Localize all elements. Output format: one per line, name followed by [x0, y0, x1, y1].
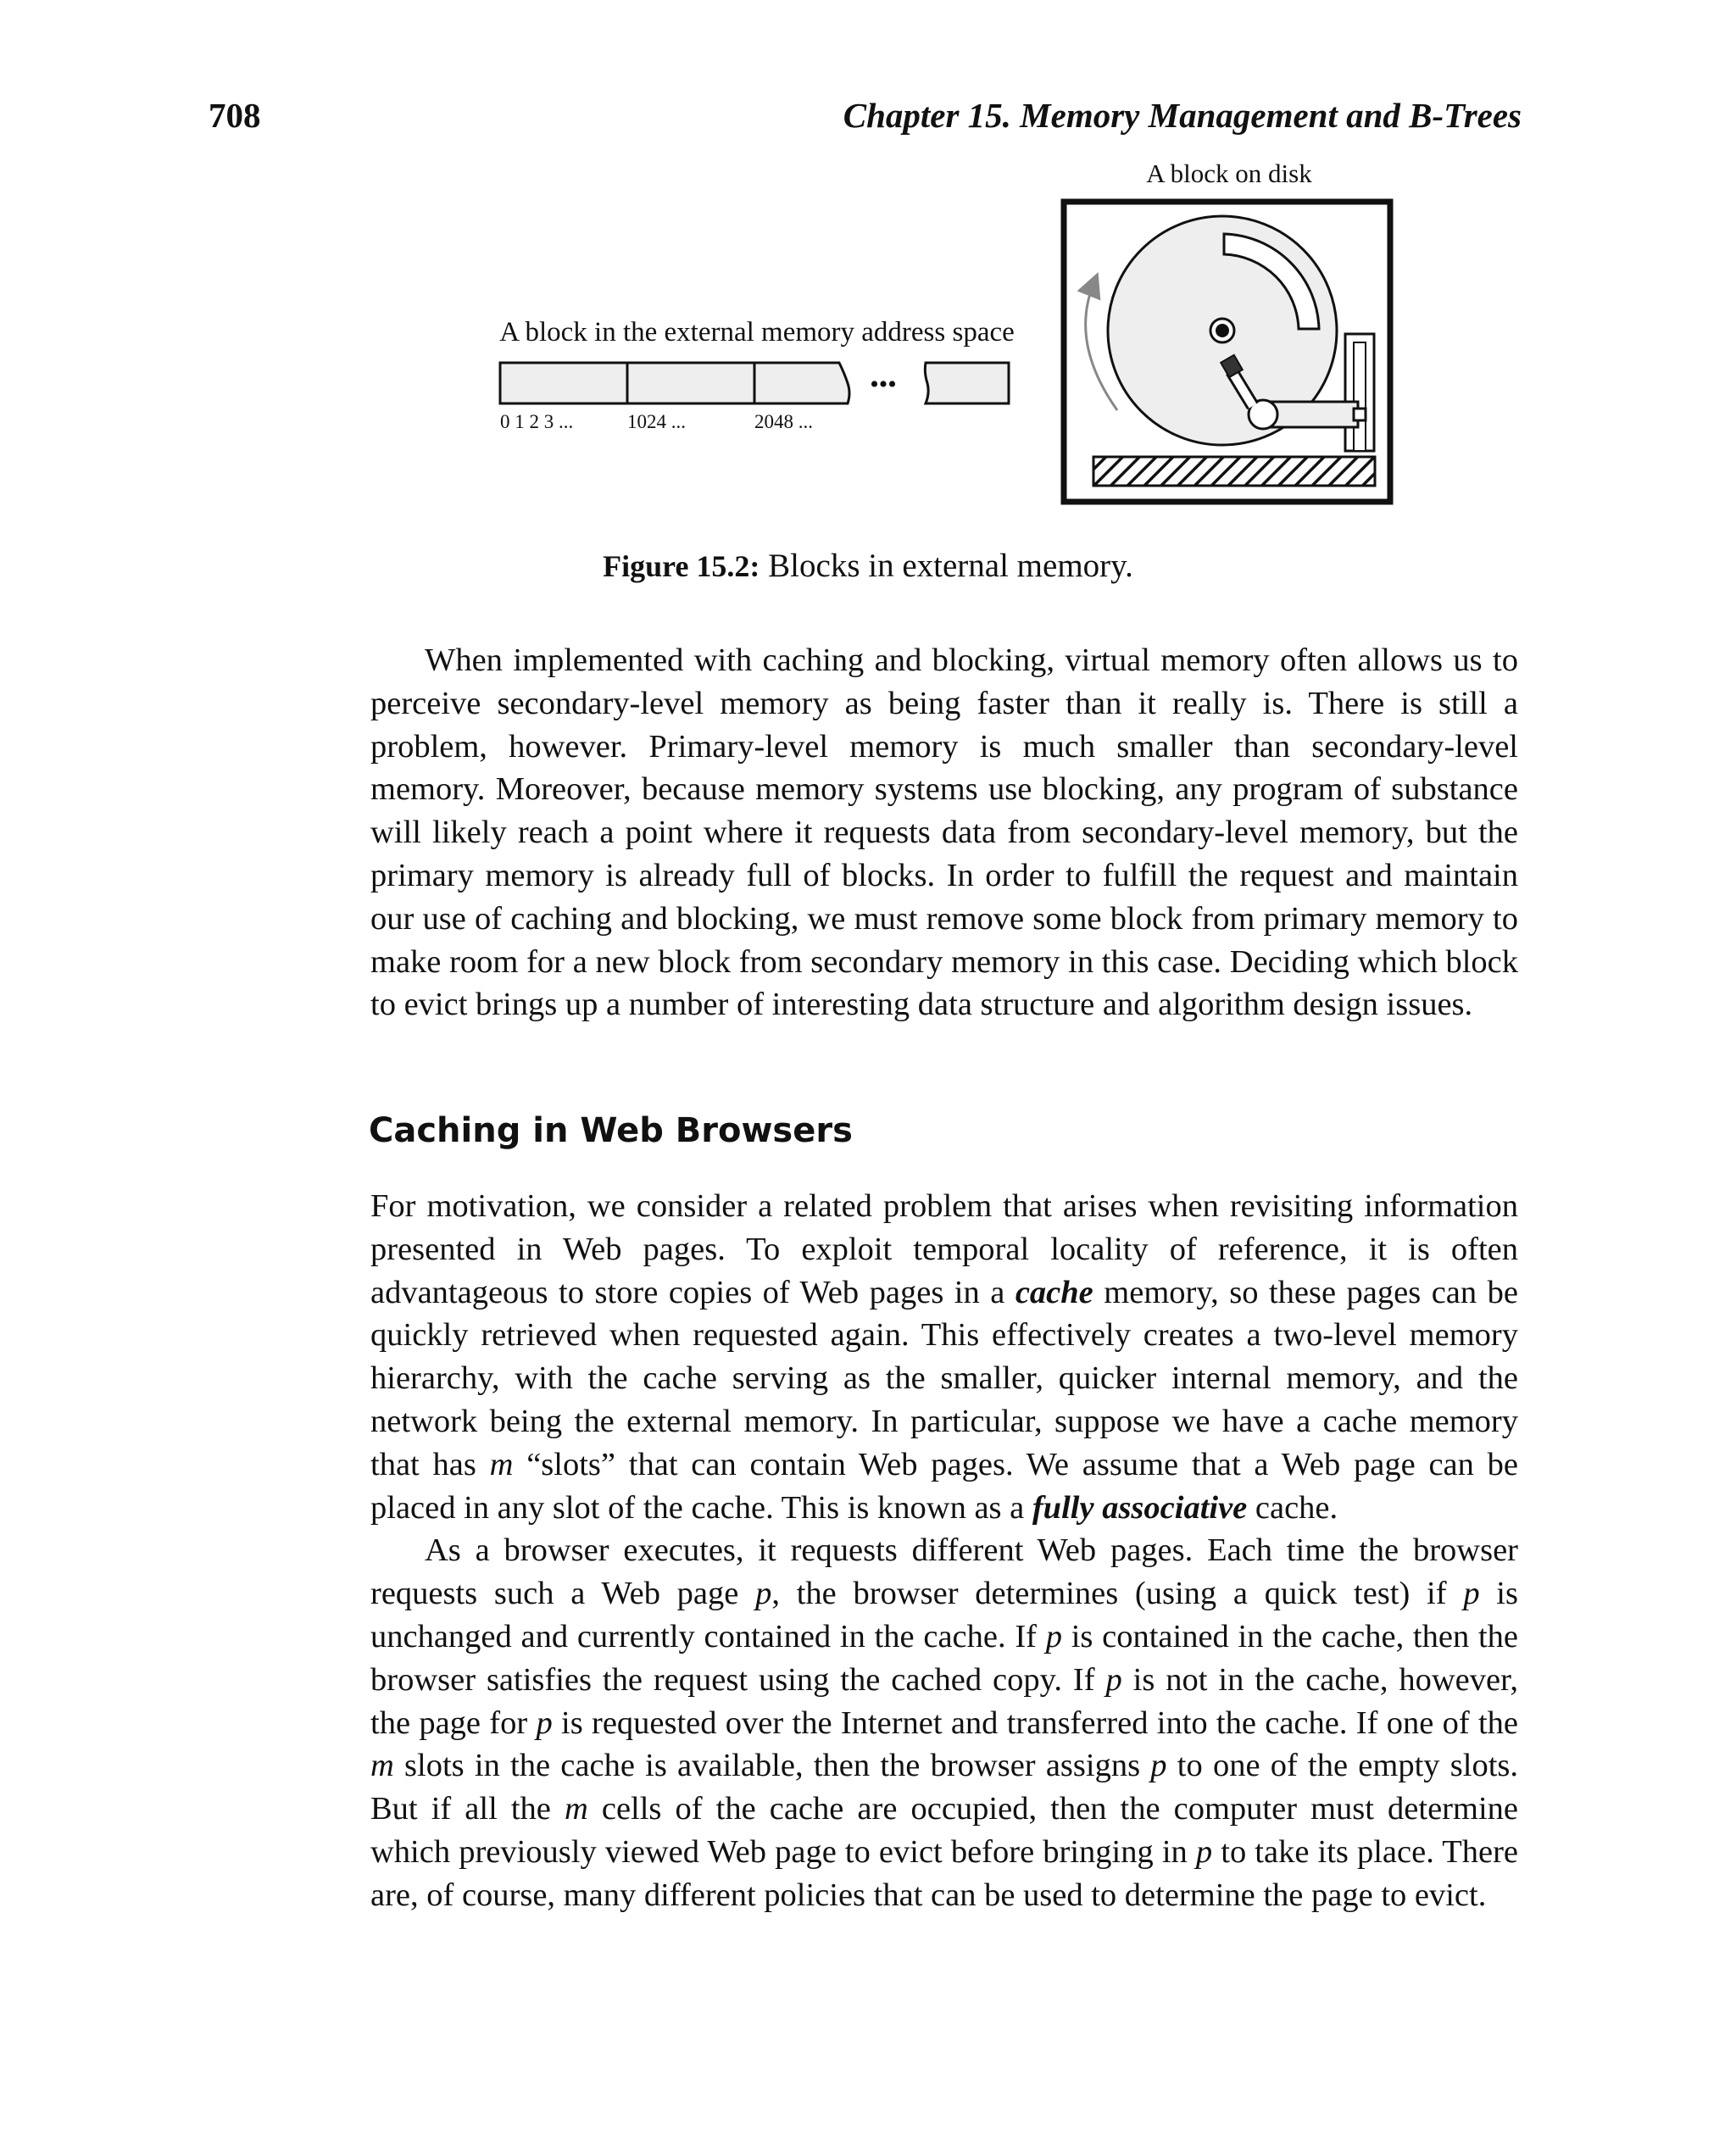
paragraph-motivation: For motivation, we consider a related problem that arises when revisiting information presented in Web pages. To exploit temporal locality of reference, it is often advantageous to store copies of Web pages in a cache memory, so these pages can be quickly retrieved when requested again. This effectively creates a two-level memory hierarchy, with the cache serving as the smaller, quicker internal memory, and the network being the external memory. In particular, suppose we have a cache memory that has m “slots” that can contain Web pages. We assume that a Web page can be placed in any slot of the cache. This is known as a fully associative cache. — [370, 1188, 1518, 1526]
paragraph-text: When implemented with caching and blocking, virtual memory often allows us to perceive secondary-level memory as being faster than it really is. There is still a problem, however. Primary-level memory is much smaller than secondary-level memory. Moreover, because memory systems use blocking, any program of substance will likely reach a point where it requests data from secondary-level memory, but the primary memory is already full of blocks. In order to fulfill the request and maintain our use of caching and blocking, we must remove some block from primary memory to make room for a new block from secondary memory in this case. Deciding which block to evict brings up a number of interesting data structure and algorithm design issues. — [370, 642, 1518, 1023]
memory-block-last — [925, 363, 1009, 403]
figure-caption — [0, 549, 1736, 582]
disk-spindle — [1216, 324, 1229, 337]
disk-drive — [1064, 202, 1390, 502]
paragraph-browser-requests: As a browser executes, it requests different Web pages. Each time the browser requests such a Web page p, the browser determines (using a quick test) if p is unchanged and currently contained in the cache. If p is contained in the cache, then the browser satisfies the request using the cached copy. If p is not in the cache, however, the page for p is requested over the Internet and transferred into the cache. If one of the m slots in the cache is available, then the browser assigns p to one of the empty slots. But if all the m cells of the cache are occupied, then the computer must determine which previously viewed Web page to evict before bringing in p to take its place. There are, of course, many different policies that can be used to determine the page to evict. — [370, 1532, 1519, 1913]
ellipsis-dots: ••• — [870, 370, 897, 398]
memory-block-1024 — [627, 363, 754, 403]
figure-caption-label: Figure 15.2: — [603, 549, 760, 583]
memory-block-0 — [500, 363, 627, 403]
address-space-label: A block in the external memory address space — [499, 317, 1015, 348]
variable-m: m — [489, 1446, 514, 1482]
address-label-0: 0 1 2 3 ... — [500, 411, 574, 432]
page-number: 708 — [209, 96, 261, 135]
actuator-rail — [1354, 342, 1366, 451]
paragraph-virtual-memory — [370, 639, 1518, 1026]
memory-block-2048 — [754, 363, 849, 403]
section-heading: Caching in Web Browsers — [369, 1111, 853, 1150]
address-label-1024: 1024 ... — [627, 411, 686, 432]
term-cache: cache — [1015, 1274, 1093, 1310]
chapter-title: Chapter 15. Memory Management and B-Trees — [843, 96, 1522, 135]
address-label-2048: 2048 ... — [754, 411, 813, 432]
memory-address-strip — [500, 363, 1009, 403]
disk-block-label: A block on disk — [1146, 158, 1312, 188]
actuator-pivot — [1354, 409, 1366, 420]
figure-blocks-in-external-memory — [0, 0, 1736, 610]
term-fully-associative: fully associative — [1032, 1489, 1248, 1526]
figure-caption-text: Blocks in external memory. — [768, 548, 1133, 584]
section-body — [370, 1185, 1518, 1917]
disk-base-hatched — [1093, 457, 1375, 486]
figure-diagram — [0, 0, 1736, 610]
